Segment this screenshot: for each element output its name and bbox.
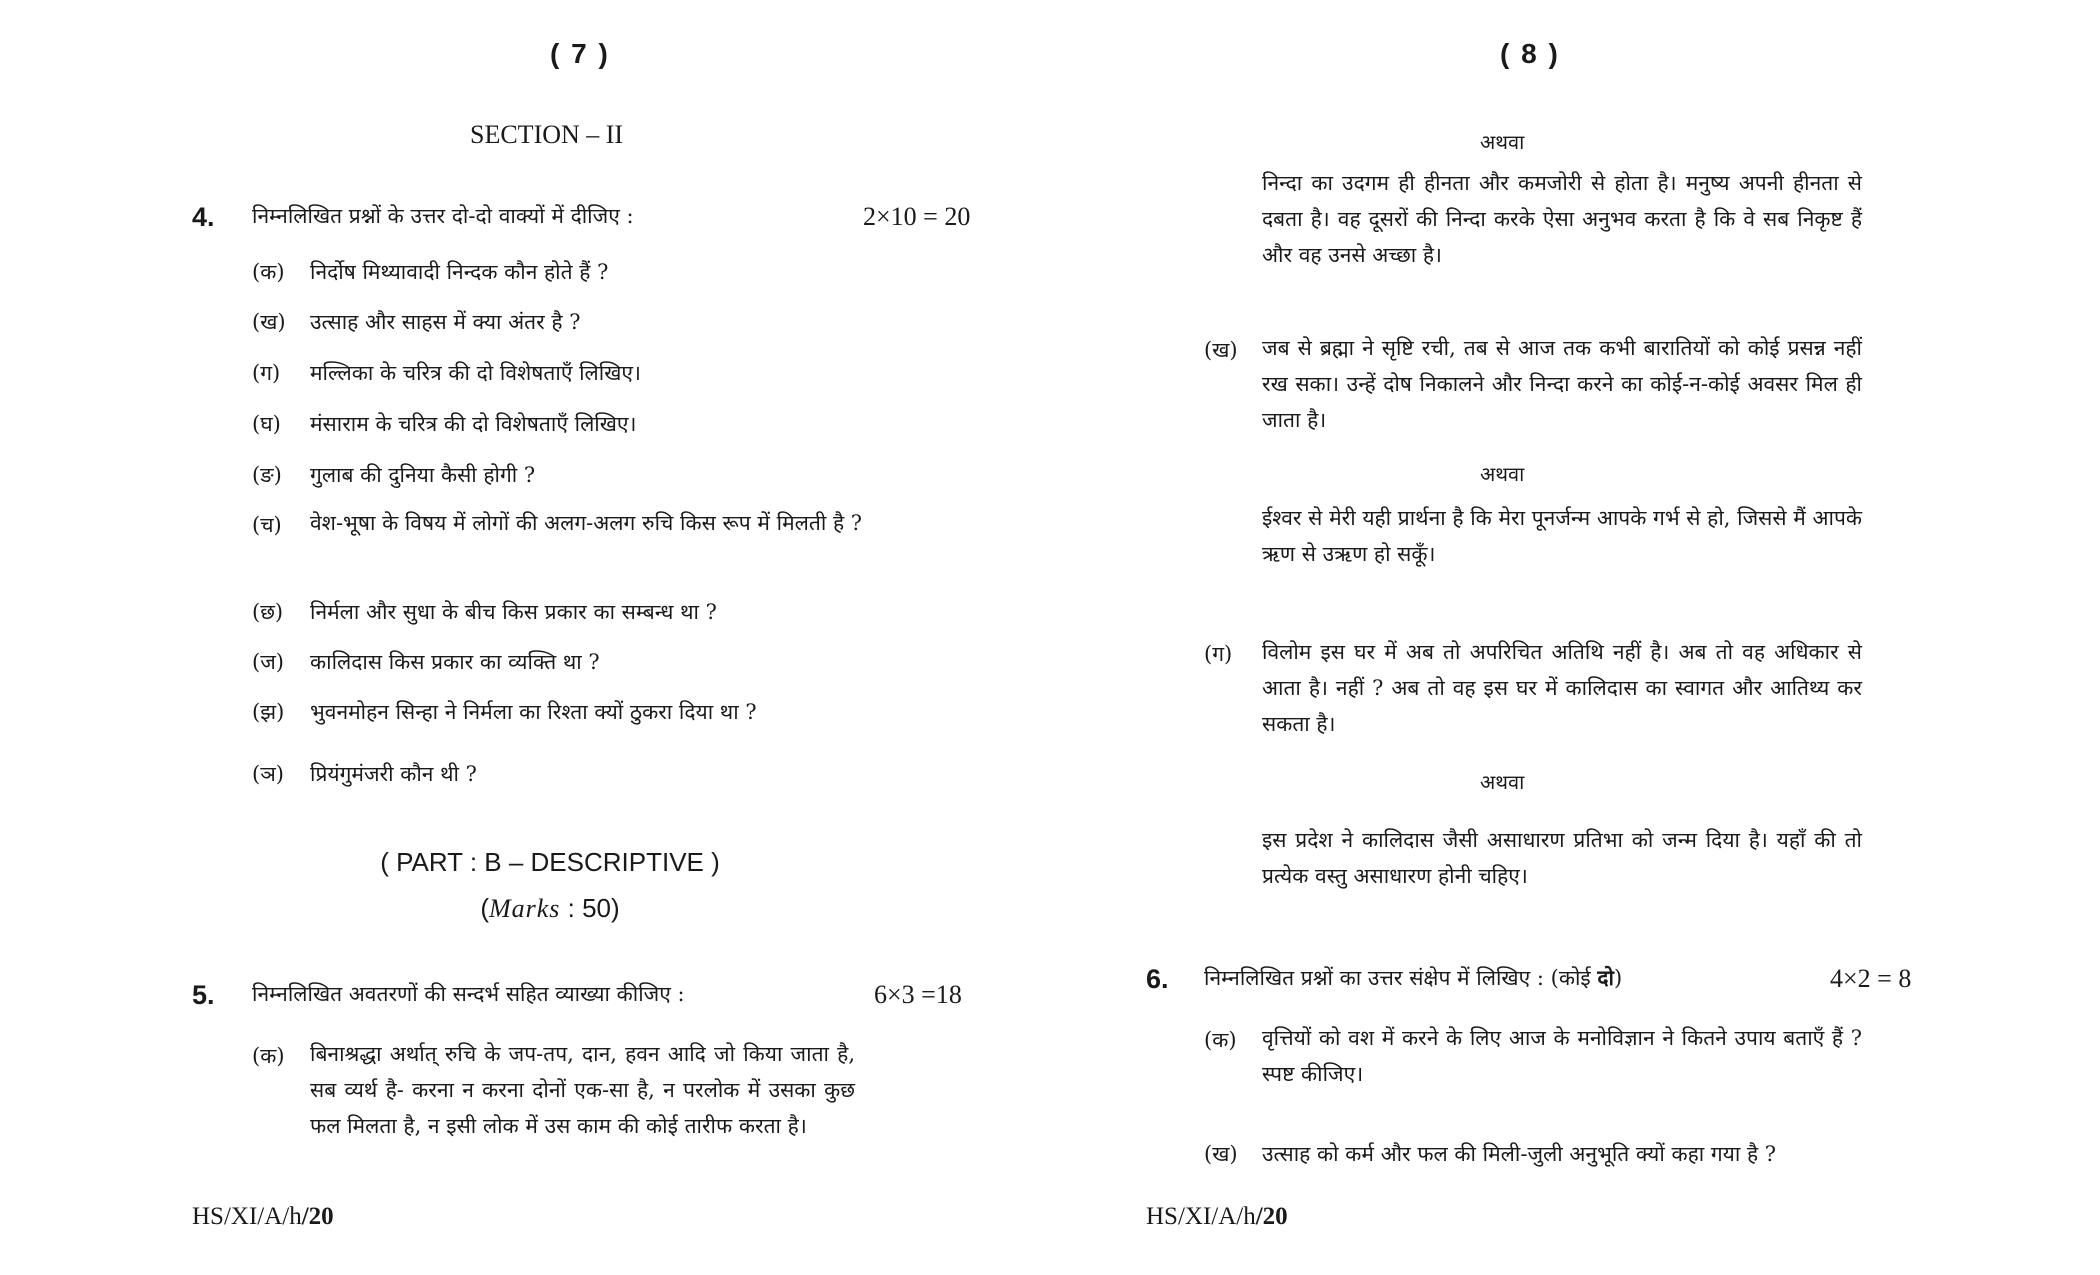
or-label: अथवा: [1480, 462, 1525, 486]
item-label: (ख): [1204, 1142, 1238, 1166]
item-text: प्रियंगुमंजरी कौन थी ?: [310, 762, 477, 786]
section-title: SECTION – II: [470, 120, 624, 149]
item-label: (ख): [252, 310, 286, 334]
right-page: [1050, 0, 2100, 1275]
question-text: निम्नलिखित प्रश्नों के उत्तर दो-दो वाक्यों में दीजिए :: [252, 204, 634, 228]
item-label: (क): [1204, 1028, 1237, 1052]
question-marks: 4×2 = 8: [1830, 964, 1912, 993]
part-b-marks: (Marks : 50): [480, 893, 620, 923]
question-marks: 6×3 =18: [874, 980, 962, 1009]
item-label: (ङ): [252, 463, 282, 487]
item-text: गुलाब की दुनिया कैसी होगी ?: [310, 463, 536, 487]
question-text: निम्नलिखित अवतरणों की सन्दर्भ सहित व्याख्या कीजिए :: [252, 982, 685, 1006]
item-text: कालिदास किस प्रकार का व्यक्ति था ?: [310, 650, 600, 674]
passage-text: इस प्रदेश ने कालिदास जैसी असाधारण प्रतिभा को जन्म दिया है। यहाँ की तो प्रत्येक वस्तु असाधारण होनी चहिए।: [1262, 828, 1862, 888]
item-label: (क): [252, 1044, 285, 1068]
part-b-title: ( PART : B – DESCRIPTIVE ): [380, 847, 720, 877]
passage-text: निन्दा का उदगम ही हीनता और कमजोरी से होता है। मनुष्य अपनी हीनता से दबता है। वह दूसरों की निन्दा करके ऐसा अनुभव करता है कि वे सब निकृष्ट हैं और वह उनसे अच्छा है।: [1262, 171, 1862, 267]
item-label: (क): [252, 260, 285, 284]
item-label: (छ): [252, 600, 284, 624]
item-text: वेश-भूषा के विषय में लोगों की अलग-अलग रुचि किस रूप में मिलती है ?: [310, 511, 863, 535]
passage-text: जब से ब्रह्मा ने सृष्टि रची, तब से आज तक कभी बारातियों को कोई प्रसन्न नहीं रख सका। उन्हें दोष निकालने और निन्दा करने का कोई-न-कोई अवसर मिल ही जाता है।: [1262, 336, 1862, 432]
question-marks: 2×10 = 20: [863, 202, 971, 231]
or-label: अथवा: [1480, 770, 1525, 794]
footer-code: HS/XI/A/h/20: [1146, 1203, 1288, 1230]
page-number: ( 7 ): [550, 38, 610, 69]
question-number: 5.: [192, 980, 215, 1010]
item-label: (घ): [252, 412, 281, 436]
question-number: 6.: [1146, 964, 1169, 994]
item-label: (ञ): [252, 762, 284, 786]
item-label: (ग): [252, 361, 281, 385]
page-number: ( 8 ): [1500, 38, 1560, 69]
or-label: अथवा: [1480, 130, 1525, 154]
item-text: निर्दोष मिथ्यावादी निन्दक कौन होते हैं ?: [310, 260, 609, 284]
item-label: (झ): [252, 700, 285, 724]
passage-text: विलोम इस घर में अब तो अपरिचित अतिथि नहीं है। अब तो वह अधिकार से आता है। नहीं ? अब तो वह इस घर में कालिदास का स्वागत और आतिथ्य कर सकता है।: [1262, 640, 1862, 736]
item-text: मंसाराम के चरित्र की दो विशेषताएँ लिखिए।: [310, 412, 637, 436]
item-text: उत्साह को कर्म और फल की मिली-जुली अनुभूति क्यों कहा गया है ?: [1262, 1142, 1777, 1166]
passage-text: ईश्वर से मेरी यही प्रार्थना है कि मेरा पूनर्जन्म आपके गर्भ से हो, जिससे मैं आपके ऋण से उऋण हो सकूँ।: [1262, 506, 1862, 566]
question-number: 4.: [192, 202, 215, 232]
item-text: निर्मला और सुधा के बीच किस प्रकार का सम्बन्ध था ?: [310, 600, 717, 624]
item-text: भुवनमोहन सिन्हा ने निर्मला का रिश्ता क्यों ठुकरा दिया था ?: [310, 700, 757, 724]
item-text: मल्लिका के चरित्र की दो विशेषताएँ लिखिए।: [310, 361, 641, 385]
item-text: वृत्तियों को वश में करने के लिए आज के मनोविज्ञान ने कितने उपाय बताएँ हैं ? स्पष्ट कीजिए।: [1262, 1026, 1862, 1086]
question-text: निम्नलिखित प्रश्नों का उत्तर संक्षेप में लिखिए : (कोई दो): [1204, 965, 1623, 990]
item-label: (ग): [1204, 642, 1233, 666]
item-label: (ख): [1204, 338, 1238, 362]
item-label: (ज): [252, 650, 284, 674]
item-label: (च): [252, 513, 282, 537]
passage-text: बिनाश्रद्धा अर्थात् रुचि के जप-तप, दान, हवन आदि जो किया जाता है, सब व्यर्थ है- करना न करना दोनों एक-सा है, न परलोक में उसका कुछ फल मिलता है, न इसी लोक में उस काम की कोई तारीफ करता है।: [310, 1042, 855, 1138]
footer-code: HS/XI/A/h/20: [192, 1203, 334, 1230]
item-text: उत्साह और साहस में क्या अंतर है ?: [310, 310, 581, 334]
